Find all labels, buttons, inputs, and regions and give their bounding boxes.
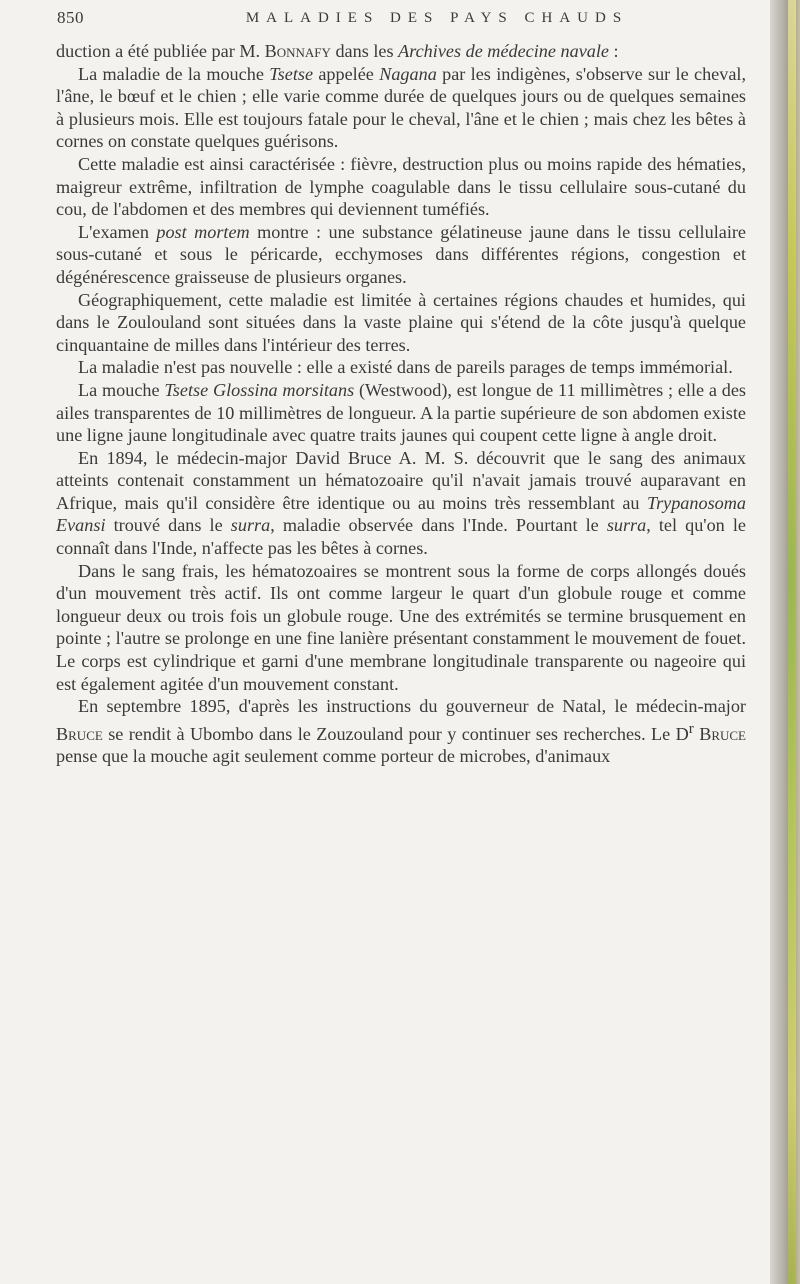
text-run: dans les bbox=[330, 41, 399, 61]
text-run: montre : une substance gélatineuse jaune dans le tissu cellulaire sous-cutané et sous le péricarde, ecchymoses dans différentes régions, congestion et dégénérescence graisseuse de plusieurs organes. bbox=[56, 221, 747, 287]
text-run: , tel qu'on le connaît dans l'Inde, n'affecte pas les bêtes à cornes. bbox=[56, 515, 746, 559]
paragraph-history bbox=[56, 356, 746, 379]
text-run: Archives de médecine navale bbox=[398, 41, 609, 61]
text-run: La mouche bbox=[78, 379, 165, 400]
text-run: Tsetse Glossina morsitans bbox=[164, 379, 355, 400]
page-edge-color-strip bbox=[788, 0, 796, 1284]
text-run: En 1894, le médecin-major David Bruce A. M. S. découvrit que le sang des animaux atteints contenait constamment un hématozoaire qu'il n'avait jamais trouvé auparavant en Afrique, mais qu'il considère être identique ou au moins très ressemblant au bbox=[56, 447, 746, 513]
text-run: Tsetse bbox=[269, 63, 314, 84]
text-run: Géographiquement, cette maladie est limitée à certaines régions chaudes et humides, qui dans le Zoulouland sont situées dans la vaste plaine qui s'étend de la côte jusqu'à quelque cinquantaine de milles dans l'intérieur des terres. bbox=[56, 289, 746, 355]
text-run: L'examen bbox=[78, 221, 157, 242]
paragraph-tsetse-description bbox=[56, 379, 746, 447]
text-run: En septembre 1895, d'après les instructions du gouverneur de Natal, le médecin-major bbox=[78, 696, 746, 717]
text-run: Nagana bbox=[379, 63, 437, 84]
text-run: Bruce bbox=[699, 723, 746, 744]
paragraph-continuation bbox=[56, 40, 746, 63]
page-header bbox=[57, 2, 747, 32]
text-run: : bbox=[609, 41, 619, 61]
text-run: Bruce bbox=[56, 723, 103, 744]
text-run: surra bbox=[606, 515, 647, 536]
text-run: duction a été publiée par M. bbox=[56, 41, 265, 61]
text-run: Bonnafy bbox=[264, 41, 331, 61]
text-run: , maladie observée dans l'Inde. Pourtant le bbox=[270, 515, 607, 536]
paragraph-hematozoa bbox=[56, 560, 746, 696]
text-run: Dans le sang frais, les hématozoaires se montrent sous la forme de corps allongés doués d'un mouvement très actif. Ils ont comme largeur le quart d'un globule rouge et comme longueur deux ou trois fois un globule rouge. Une des extrémités se termine brusquement en pointe ; l'autre se prolonge en une fine lanière présentant constamment le mouvement de fouet. Le corps est cylindrique et garni d'une membrane longitudinale transparente ou nageoire qui est également agitée d'un mouvement constant. bbox=[56, 560, 746, 694]
running-head: MALADIES DES PAYS CHAUDS bbox=[245, 10, 629, 26]
text-run: surra bbox=[230, 515, 271, 536]
page-number: 850 bbox=[57, 8, 84, 27]
text-run: trouvé dans le bbox=[105, 515, 231, 536]
text-run: par les indigènes, s'observe sur le cheval, l'âne, le bœuf et le chien ; elle varie comme durée de quelques jours ou de quelques semaines à plusieurs mois. Elle est toujours fatale pour le cheval, l'âne et le chien ; mais chez les bêtes à cornes on constate quelques guérisons. bbox=[56, 63, 746, 152]
text-run: Trypanosoma Evansi bbox=[56, 492, 746, 536]
body-text bbox=[56, 40, 746, 768]
paragraph-post-mortem bbox=[56, 221, 746, 289]
text-run: Cette maladie est ainsi caractérisée : fièvre, destruction plus ou moins rapide des hématies, maigreur extrême, infiltration de lymphe coagulable dans le tissu cellulaire sous-cutané du cou, de l'abdomen et des membres qui deviennent tuméfiés. bbox=[56, 153, 746, 220]
paragraph-geography bbox=[56, 289, 746, 357]
paragraph-symptoms bbox=[56, 153, 746, 221]
paragraph-ubombo-research bbox=[56, 695, 746, 768]
text-run: La maladie de la mouche bbox=[78, 63, 270, 84]
text-run: se rendit à Ubombo dans le Zouzouland pour y continuer ses recherches. Le D bbox=[102, 723, 689, 744]
text-run: appelée bbox=[313, 63, 380, 84]
paragraph-bruce-discovery bbox=[56, 447, 746, 560]
text-run: pense que la mouche agit seulement comme porteur de microbes, d'animaux bbox=[56, 746, 611, 767]
text-run: post mortem bbox=[156, 221, 250, 242]
text-run: La maladie n'est pas nouvelle : elle a existé dans de pareils parages de temps immémorial. bbox=[78, 357, 733, 378]
text-run: r bbox=[688, 719, 694, 737]
text-run: (Westwood), est longue de 11 millimètres ; elle a des ailes transparentes de 10 millimètres de longueur. A la partie supérieure de son abdomen existe une ligne jaune longitudinale avec quatre traits jaunes qui coupent cette ligne à angle droit. bbox=[56, 379, 746, 446]
paragraph-nagana-disease bbox=[56, 63, 746, 153]
